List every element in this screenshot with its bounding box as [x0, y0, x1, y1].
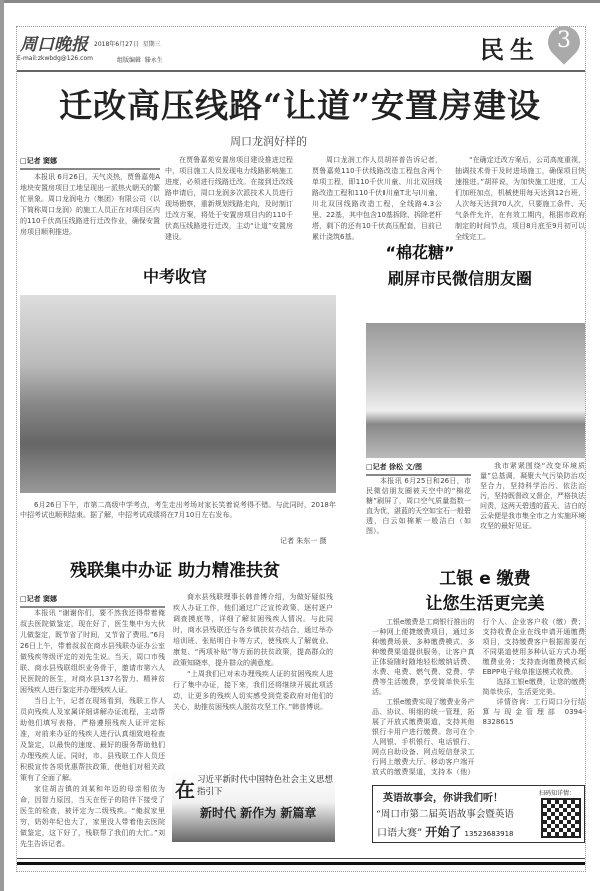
- ad-line-1: 英语故事会，你讲我们听！: [383, 793, 503, 804]
- weekday: 星期三: [142, 41, 161, 48]
- footer-rule-thin: [17, 858, 585, 859]
- banner-slogan: 新时代 新作为 新篇章: [200, 806, 317, 820]
- paragraph: 当日上午，记者在现场看到，残联工作人员向残疾人及家属详细讲解办证流程，主动帮助他们填写表格，严格遵照残疾人证评定标准，对前来办证的残疾人进行认真细致地检查及鉴定，以最快的速度、最好的服务帮助他们办理残疾人证。同时，市、县残联工作人员还积极宣传各项优惠帮扶政策，使他们对相关政策有了全面了解。: [20, 697, 165, 782]
- issue-date: [94, 39, 161, 48]
- caption: 6月26日下午，市第二高级中学考点，考生走出考场对家长笑着说考得不错。与此同时，2018年中招考试也顺利结束。据了解，中招考试成绩将在7月10日左右发布。: [20, 501, 336, 519]
- lead-col-2: [165, 155, 293, 243]
- banner-line-2: 指引下: [197, 787, 223, 797]
- lead-byline: □记者 窦娜: [20, 156, 160, 170]
- disabled-byline: □记者 窦娜: [20, 594, 165, 608]
- section-title: 民生: [480, 35, 540, 64]
- paragraph: 家住胡吉镇的刘某和年迈的母亲相依为命，因智力原因，当天在侄子的陪伴下接受了医生的检查，被评定为二级残疾。“俺叔家里穷，奶奶年纪也大了，家里没人带着他去医院做鉴定，这下好了，残联帮了我们的大忙。”刘先生告诉记者。: [20, 785, 165, 848]
- paragraph: “上周我们已对未办理残疾人证的贫困残疾人进行了集中办证，接下来，我们还将继续开展此项活动，让更多的残疾人切实感受到党委政府对他们的关心，助推贫困残疾人脱贫攻坚工作。”韩普博说。: [173, 670, 333, 711]
- disabled-headline: 残联集中办证 助力精准扶贫: [70, 561, 280, 581]
- newspaper-logo: 周口晚报: [20, 35, 88, 55]
- paragraph: 周口龙润工作人员胡祥普告诉记者，贾鲁嘉苑110千伏线路改造工程包含两个单项工程，即110千伏川童、川北双回线路改造工程和110千伏Ⅱ川童T北与Ⅰ川童、川北双回线路改造工程，全线路4.3公里、22基，其中包含10基拆除、拆除老杆塔，剩下的还有10千伏高压配套，目前已累计浇筑6基。: [312, 156, 442, 241]
- paragraph: 在贾鲁嘉苑安置房项目建设推进过程中，项目施工人员发现电力线路影响施工进度，必须进行线路迁改。在接到迁改线路申请后，周口龙润多次派技术人员进行现场勘察，重新规划线路走向，及时制订迁改方案，将处于安置房项目内的110千伏高压线路进行迁改，主动“让道”安置房建设。: [165, 156, 293, 241]
- disabled-col-1: [20, 608, 165, 850]
- paragraph: “在确定迁改方案后，公司高度重视，抽调技术骨干及时进场施工，确保项目快速推进。”胡祥说，为加快施工进度，工人们加班加点，机械使用每天达到12台班，人次每天达到70人次，只要施工条件、天气条件允许，在有效工期内，根据市政府制定的时间节点，项目8月底至9月初可以全线完工。: [455, 156, 585, 241]
- cotton-headline-1: “棉花糖”: [385, 243, 455, 262]
- icbc-headline-2: 让您生活更完美: [425, 594, 545, 614]
- english-contest-ad[interactable]: [372, 785, 585, 843]
- qr-code[interactable]: [541, 798, 581, 838]
- page-number: 3: [557, 28, 571, 53]
- paragraph: 本报讯 6月26日，天气炎热，贾鲁嘉苑A地块安置房项目工地呈现出一派热火朝天的繁忙景象。周口龙润电力（集团）有限公司（以下简称周口龙润）的施工人员正在对项目区内的110千伏高压线路进行迁改作业，确保安置房项目顺利推进。: [20, 173, 160, 236]
- paragraph: 本报讯 6月25日和26日，市民微信朋友圈被天空中的“棉花糖”刷屏了，周口空气质量指数一直为优，湛蓝的天空如宝石一般碧透，白云如棉絮一般洁白（如图）。: [366, 477, 471, 535]
- exam-caption: [20, 500, 336, 520]
- frame-top: [0, 0, 600, 3]
- cotton-col-2: [480, 461, 585, 531]
- frame-left: [0, 0, 4, 891]
- lead-col-3: [312, 155, 442, 243]
- date: 2018年6月27日: [94, 41, 139, 48]
- lead-subtitle: 周口龙润好样的: [230, 135, 307, 148]
- ad-phone: 13523683918: [464, 830, 514, 838]
- lead-col-4: [455, 155, 585, 243]
- ad-line-2: “周口市第二届英语故事会暨英语: [376, 809, 514, 820]
- policy-banner: [172, 770, 335, 842]
- footer-rule: [17, 862, 585, 865]
- paragraph: 选择工银e缴费，让您的缴费简单快乐，生活更完美。: [482, 678, 585, 696]
- paragraph: 我市紧紧围绕“改变环境质量”总基调，凝聚大气污染防治攻坚合力，坚持科学治污、依法治污，坚持既督政又督企，严格执法问责，这两天碧透的蓝天、洁白的云朵便是我市集全市之力实施环境攻坚的最好见证。: [480, 462, 585, 530]
- qr-label: 扫码知详情：: [539, 790, 576, 797]
- paragraph: 本报讯 “谢谢你们，要不然我还得带着俺叔去医院做鉴定，现在好了，医生集中为大伙儿做鉴定，既节省了时间，又节省了费用。”6月26日上午，带着叔叔在商水县残联办证办公室做残疾等级评定的刘先生说。当天，周口市残联、商水县残联组织业务骨干，邀请市第六人民医院的医生，对商水县137名智力、精神贫困残疾人进行鉴定并办理残疾人证。: [20, 609, 165, 694]
- exam-photo: [20, 295, 336, 493]
- ad-start: 开始了: [425, 825, 462, 839]
- editor-name: 滕永生: [144, 57, 163, 64]
- header-rule: [17, 70, 585, 72]
- photo-credit: 记者 朱东一 摄: [280, 537, 327, 545]
- icbc-columns: [372, 617, 585, 783]
- lead-headline: 迁改高压线路“让道”安置房建设: [59, 86, 541, 125]
- cotton-col-1: [366, 476, 471, 536]
- editor-line: [117, 55, 163, 64]
- paragraph: 详情咨询：工行周口分行结算与现金管理部 0394-8328615: [482, 698, 585, 726]
- ad-line-3: [377, 823, 514, 840]
- banner-char: 在: [175, 778, 195, 802]
- editor-label: 组版编辑: [117, 57, 142, 64]
- lead-col-1: [20, 172, 160, 238]
- ad-contest-name: 口语大赛”: [377, 828, 423, 839]
- email[interactable]: E-mail:zkwbdg@126.com: [17, 55, 93, 62]
- exam-headline: 中考收官: [142, 267, 207, 286]
- paragraph: 工银e缴费是工商银行推出的一种网上便捷缴费项目，通过多种缴费场景、多种缴费模式、多种缴费渠道提供服务，让客户真正体验随时随地轻松缴纳话费、水费、电费、燃气费、党费、学费等生活缴费，享受简单快乐生活。: [372, 618, 475, 696]
- icbc-headline-1: 工银 e 缴费: [439, 569, 531, 589]
- cotton-byline: □记者 徐松 文/图: [366, 462, 471, 476]
- disabled-col-2: [173, 592, 333, 713]
- paragraph: 商水县残联理事长韩普博介绍，为做好疑似残疾人办证工作，他们通过广泛宣传政策、逐村逐户调查摸底等，详细了解贫困残疾人情况。与此同时，商水县残联还与各乡镇扶贫办结合，通过举办培训班、张贴明白卡等方式，使残疾人了解就业、康复、“两项补贴”等方面的扶贫政策，提高群众的政策知晓率，提升群众的满意度。: [173, 593, 333, 667]
- sky-photo: [366, 323, 585, 458]
- paragraph: 工银e缴费实现了缴费业务产品、协议、明细的统一管理，拓展了开放式缴费渠道，支持其他银行卡用户进行缴费。您可在个人网银、手机银行、电话银行、网点自助设备、网点短信登录工行网上缴费大厅、移动客户端开放式的缴费渠道，支持本（他）行个人、企业客户收（缴）费；支持收费企业在线申请开通缴费项目，支持缴费客户根据需要在不同渠道使用多种认证方式办理缴费业务；支持查询缴费模式和EBPP电子账单推送模式收费。: [372, 618, 585, 776]
- banner-line-1: 习近平新时代中国特色社会主义思想: [197, 775, 334, 785]
- cotton-headline-2: 刷屏市民微信朋友圈: [387, 269, 532, 288]
